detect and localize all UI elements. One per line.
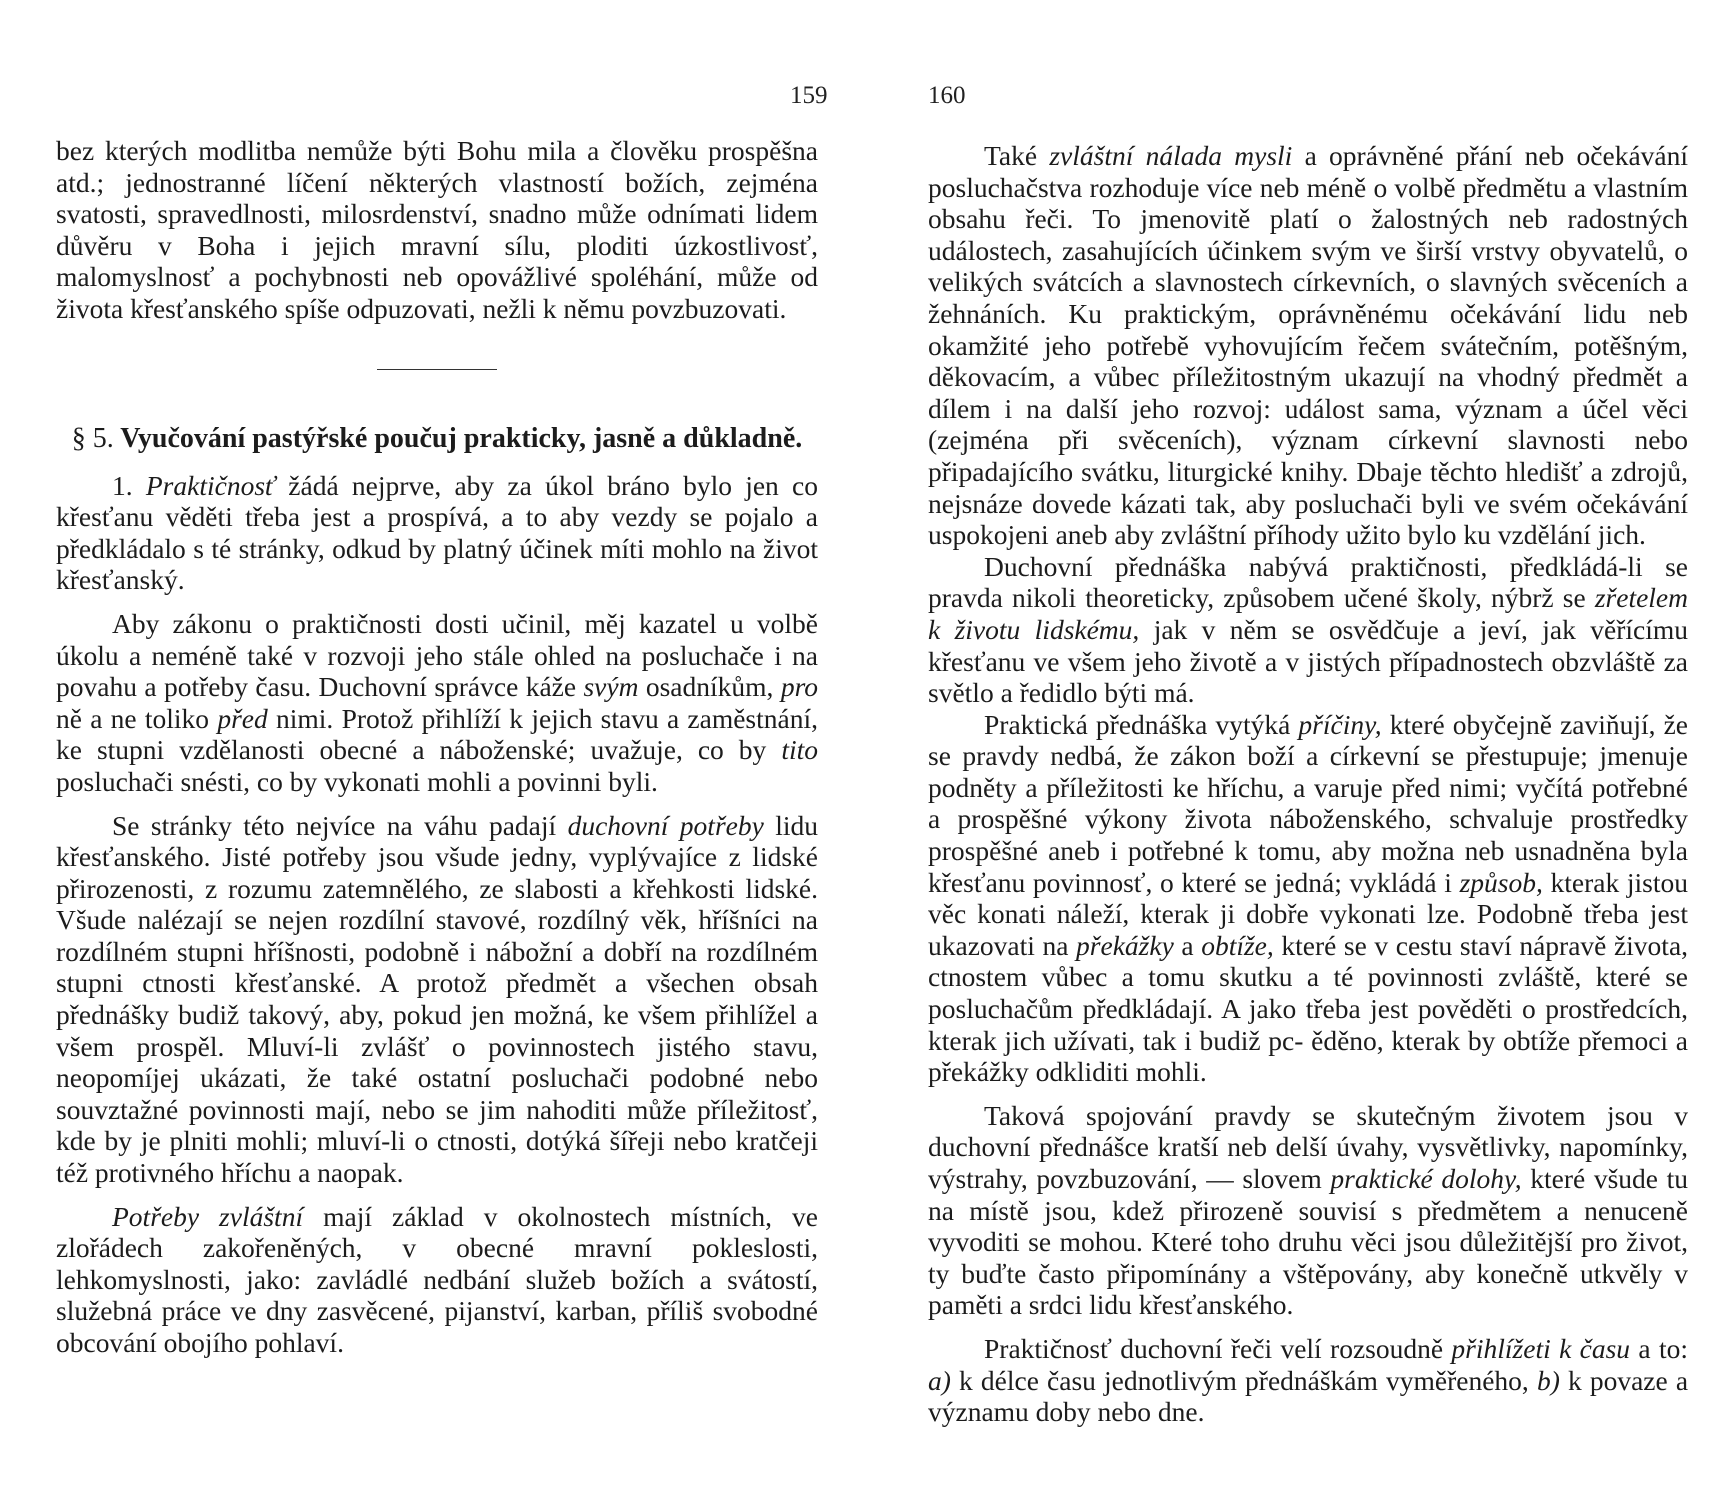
paragraph-text: ně a ne toliko <box>56 702 210 734</box>
paragraph-text: které se v cestu staví nápravě života, ctnostem vůbec a tomu skutku a té povinnosti zvláště, které se posluchačům předkládají. A jako třeba jest pověděti o prostředcích, kterak jich užívati, tak i budiž pc- ěděno, kterak by obtíže přemoci a překážky odkliditi mohli. <box>928 929 1689 1088</box>
paragraph <box>928 709 1688 1088</box>
paragraph <box>56 1201 818 1359</box>
emphasis: svým <box>583 671 639 703</box>
paragraph <box>928 1333 1688 1428</box>
paragraph <box>928 140 1688 551</box>
paragraph-text: které všude tu na místě jsou, kdež přirozeně souvisí s předmětem a nenuceně vyvoditi se mohou. Které toho druhu věci jsou důležitější pro život, ty buďte často připomínány a vštěpovány, aby konečně utkvěly v paměti a srdci lidu křesťanského. <box>928 1163 1688 1321</box>
emphasis: příčiny, <box>1298 708 1382 740</box>
paragraph-text: Duchovní přednáška nabývá praktičnosti, předkládá-li se pravda nikoli theoreticky, způsobem učené školy, nýbrž se <box>928 550 1688 614</box>
paragraph-text: posluchači snésti, co by vykonati mohli a povinni byli. <box>56 765 658 797</box>
paragraph <box>56 470 818 596</box>
paragraph: bez kterých modlitba nemůže býti Bohu mila a člověku prospěšna atd.; jednostranné líčení některých vlastností božích, zejména svatosti, spravedlnosti, milosrdenství, snadno může odnímati lidem důvěru v Boha i jejich mravní sílu, ploditi úzkostlivosť, malomyslnosť a pochybnosti neb opovážlivé spoléhání, může od života křesťanského spíše odpuzovati, nežli k němu povzbuzovati. <box>56 135 818 324</box>
paragraph-text: kterak jistou věc konati náleží, kterak ji dobře vykonati lze. Podobně třeba jest ukazovati na <box>928 866 1689 961</box>
emphasis: zvláštní nálada mysli <box>1049 140 1293 171</box>
emphasis: tito <box>781 734 818 766</box>
paragraph-text: mají základ v okolnostech místních, ve zlořádech zakořeněných, v obecné mravní pokleslosti, lehkomyslnosti, jako: zavládlé nedbání služeb božích a svátostí, služebná práce ve dny zasvěcené, pijanství, karban, příliš svobodné obcování obojího pohlaví. <box>56 1200 818 1358</box>
text-column <box>56 135 818 1359</box>
paragraph-text: Také <box>984 140 1038 171</box>
emphasis: praktické dolohy, <box>1330 1163 1522 1194</box>
page-number: 160 <box>928 82 966 109</box>
emphasis: duchovní potřeby <box>567 809 764 841</box>
paragraph-text: lidu křesťanského. Jisté potřeby jsou všude jedny, vyplývajíce z lidské přirozenosti, z rozumu zatemnělého, ze slabosti a křehkosti lidské. Všude nalézají se nejen rozdílní stavové, rozdílný věk, hříšníci na rozdílném stupni hříšnosti, podobně i nábožní a dobří na rozdílném stupni ctnosti křesťanské. A protož předmět a všechen obsah přednášky budiž takový, aby, pokud jen možná, ke všem přihlížel a všem prospěl. Mluví-li zvlášť o povinnostech jistého stavu, neopomíjej ukázati, že také ostatní posluchači podobné nebo souvztažné povinnosti mají, nebo se jim nahoditi může příležitosť, kde by je plniti mohli; mluví-li o ctnosti, dotýká šířeji nebo kratčeji též protivného hříchu a naopak. <box>56 809 819 1189</box>
page-number: 159 <box>790 82 828 109</box>
emphasis: přihlížeti k času <box>1451 1332 1631 1364</box>
emphasis: obtíže, <box>1201 929 1274 961</box>
paragraph <box>928 1100 1688 1321</box>
paragraph-text: jak v něm se osvědčuje a jeví, jak věřícímu křesťanu ve všem jeho životě a v jistých případnostech obzvláště za světlo a ředidlo býti má. <box>928 613 1688 709</box>
section-heading <box>56 420 818 458</box>
paragraph-text: a <box>1181 929 1194 961</box>
paragraph-text: které obyčejně zaviňují, že se pravdy nedbá, že zákon boží a církevní se přestupuje; jmenuje podněty a příležitosti ke hříchu, a varuje před nimi; vyčítá potřebné a prospěšné výkony života náboženského, schvaluje prostředky prospěšné aneb i potřebné k tomu, aby možna neb usnadněna byla křesťanu povinnosť, o které se jedná; vykládá i <box>928 708 1689 898</box>
paragraph-text: a oprávněné přání neb očekávání posluchačstva rozhoduje více neb méně o volbě předmětu a vlastním obsahu řeči. To jmenovitě platí o žalostných neb radostných událostech, zasahujících účinkem svým ve širší vrstvy obyvatelů, o velikých svátcích a slavnostech církevních, o slavných svěceních a žehnáních. Ku praktickým, oprávněnému očekávání lidu neb okamžité jeho potřebě vyhovujícím řečem svátečním, potěšným, děkovacím, a vůbec příležitostným ukazují na vhodný předmět a dílem i na další jeho rozvoj: událost sama, význam a účel věci (zejména při svěceních), význam církevní slavnosti nebo připadajícího svátku, liturgické knihy. Dbaje těchto hledišť a zdrojů, nejsnáze dovede kázati tak, aby posluchači byli ve svém očekávání uspokojeni aneb aby zvláštní příhody užito bylo ku vzdělání jich. <box>928 140 1689 551</box>
emphasis: a) <box>928 1364 951 1396</box>
paragraph-text: nimi. Protož přihlíží k jejich stavu a zaměstnání, ke stupni vzdělanosti obecné a náboženské; uvažuje, co by <box>56 702 818 766</box>
section-title: Vyučování pastýřské poučuj prakticky, jasně a důkladně. <box>120 422 803 454</box>
paragraph <box>928 551 1688 709</box>
paragraph-text: žádá nejprve, aby za úkol bráno bylo jen co křesťanu věděti třeba jest a prospívá, a to aby vezdy se pojalo a předkládalo s té stránky, odkud by platný účinek míti mohlo na život křesťanský. <box>56 469 818 596</box>
emphasis: překážky <box>1076 929 1174 961</box>
paragraph-text: osadníkům, <box>645 671 774 703</box>
paragraph-text: k povaze a významu doby nebo dne. <box>928 1364 1689 1428</box>
emphasis: pro <box>780 671 819 703</box>
section-number: § 5. <box>71 422 114 454</box>
paragraph-text: Se stránky této nejvíce na váhu padají <box>112 809 557 841</box>
emphasis: zřetelem k životu lidskému, <box>928 582 1688 645</box>
emphasis: před <box>217 702 268 734</box>
paragraph-text: Praktičnosť duchovní řeči velí rozsoudně <box>984 1332 1444 1364</box>
emphasis: Potřeby zvláštní <box>112 1200 304 1232</box>
paragraph-text: Praktická přednáška vytýká <box>984 708 1291 740</box>
emphasis: způsob, <box>1459 866 1543 898</box>
paragraph-text: Taková spojování pravdy se skutečným životem jsou v duchovní přednášce kratší neb delší úvahy, vysvětlivky, napomínky, výstrahy, povzbuzování, — slovem <box>928 1099 1688 1194</box>
right-page <box>866 0 1732 1500</box>
paragraph-text: k délce času jednotlivým přednáškám vyměřeného, <box>959 1364 1529 1396</box>
paragraph <box>56 608 818 798</box>
section-divider <box>377 369 497 370</box>
paragraph-text: a to: <box>1638 1332 1688 1364</box>
paragraph-text: Aby zákonu o praktičnosti dosti učinil, měj kazatel u volbě úkolu a neméně také v rozvoji jeho stále ohled na posluchače i na povahu a potřeby času. Duchovní správce káže <box>56 607 818 703</box>
emphasis: b) <box>1536 1364 1560 1396</box>
paragraph-number: 1. <box>112 469 133 501</box>
paragraph <box>56 810 818 1189</box>
emphasis: Praktičnosť <box>145 469 276 501</box>
text-column <box>928 140 1688 1428</box>
